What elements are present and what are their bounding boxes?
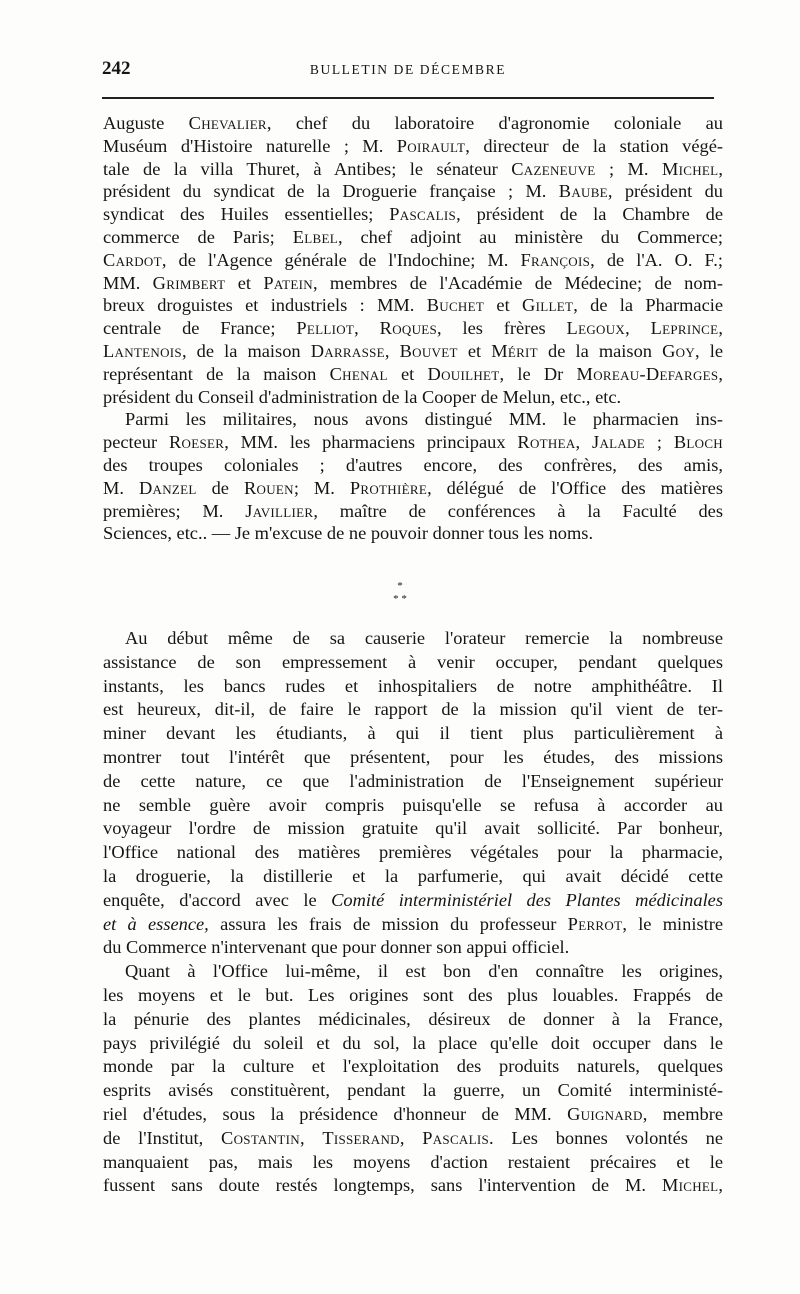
proper-name: Guignard (567, 1103, 643, 1124)
text-run: , de la Pharmacie (573, 295, 724, 316)
text-run: esprits avisés constituèrent, pendant la guerre, un Comité interministé- (103, 1080, 723, 1101)
text-run: ; (645, 432, 674, 453)
text-line (103, 112, 723, 135)
text-line (103, 272, 723, 295)
text-line (103, 500, 723, 523)
proper-name: Rouen (243, 477, 294, 498)
text-line (103, 1127, 723, 1151)
text-line (103, 135, 723, 158)
body-text-bottom (103, 627, 723, 1198)
text-run: président du Conseil d'administration de la Cooper de Melun, etc., etc. (103, 386, 622, 407)
text-line (103, 408, 723, 431)
text-run: Sciences, etc.. — Je m'excuse de ne pouvoir donner tous les noms. (103, 523, 594, 544)
text-run: , (354, 318, 380, 339)
text-run: de (196, 477, 244, 498)
text-run: président du syndicat de la Droguerie française ; M. (103, 181, 559, 202)
proper-name: Perrot (567, 913, 623, 934)
proper-name: Pelliot (296, 318, 355, 339)
text-line (103, 984, 723, 1008)
paragraph-causerie (103, 627, 723, 960)
text-run: , (299, 1127, 323, 1148)
text-run: , membres de l'Académie de Médecine; de nom- (312, 272, 723, 293)
text-run: , le (695, 340, 723, 361)
proper-name: Mérit (491, 340, 538, 361)
text-run: premières; M. (103, 500, 246, 521)
text-run: , (718, 363, 724, 384)
proper-name: Chevalier (188, 113, 267, 133)
proper-name: Elbel (292, 226, 338, 247)
text-line (103, 698, 723, 722)
text-run: riel d'études, sous la présidence d'honneur de MM. (103, 1103, 568, 1124)
proper-name: Buchet (426, 295, 485, 316)
asterism-top: * (397, 580, 403, 592)
proper-name: Jalade (591, 432, 645, 453)
text-run: du Commerce n'intervenant que pour donner son appui officiel. (103, 937, 570, 958)
text-line (103, 1151, 723, 1175)
italic-text: Comité interministériel des Plantes médicinales (331, 889, 724, 910)
text-run: Parmi les militaires, nous avons distingué MM. le pharmacien ins- (125, 409, 723, 430)
text-line (103, 180, 723, 203)
proper-name: Goy (662, 340, 696, 361)
text-line (103, 522, 723, 545)
text-run: , membre (642, 1103, 724, 1124)
proper-name: Pascalis (389, 204, 457, 225)
proper-name: Poirault (396, 135, 466, 156)
text-line (103, 386, 723, 409)
text-run: assistance de son empressement à venir occuper, pendant quelques (103, 651, 723, 672)
proper-name: Costantin (221, 1127, 300, 1148)
proper-name: Darrasse (310, 340, 385, 361)
text-run: , (718, 318, 723, 339)
proper-name: Pascalis (422, 1127, 490, 1148)
proper-name: Legoux (566, 318, 626, 339)
text-run: de cette nature, ce que l'administration de l'Enseignement supérieur (103, 770, 723, 791)
proper-name: Baube (558, 181, 608, 202)
proper-name: Cardot (103, 249, 162, 270)
paragraph-military (103, 408, 723, 545)
text-line (103, 936, 723, 960)
proper-name: Grimbert (152, 272, 226, 293)
text-run: commerce de Paris; (103, 226, 293, 247)
proper-name: Rothea (517, 432, 576, 453)
text-line (103, 722, 723, 746)
text-line (103, 1055, 723, 1079)
text-run: , président du (607, 181, 723, 202)
text-line (103, 294, 723, 317)
text-line (103, 158, 723, 181)
paragraph-attendees (103, 112, 723, 408)
proper-name: Patein (263, 272, 313, 293)
body-text-top (103, 112, 723, 545)
italic-text: et à essence, (103, 913, 209, 934)
text-run: des troupes coloniales ; d'autres encore, des confrères, des amis, (103, 454, 723, 475)
text-run: l'Office national des matières premières végétales pour la pharmacie, (103, 842, 723, 863)
text-run: de l'Institut, (103, 1127, 222, 1148)
text-run: , chef adjoint au ministère du Commerce; (337, 226, 724, 247)
proper-name: Prothière (349, 477, 428, 498)
text-run: ; M. (293, 477, 350, 498)
text-run: est heureux, dit-il, de faire le rapport de la mission qu'il vient de ter- (103, 699, 723, 720)
paragraph-office (103, 960, 723, 1198)
text-line (103, 770, 723, 794)
proper-name: Moreau-Defarges (576, 363, 719, 384)
text-run: , MM. les pharmaciens principaux (224, 432, 518, 453)
text-run: , président de la Chambre de (456, 204, 723, 225)
text-run: Au début même de sa causerie l'orateur remercie la nombreuse (125, 628, 723, 648)
text-line (103, 1103, 723, 1127)
text-run: enquête, d'accord avec le (103, 889, 332, 910)
text-run: breux droguistes et industriels : MM. (103, 295, 427, 316)
proper-name: Bouvet (399, 340, 458, 361)
text-run: et (457, 340, 492, 361)
text-run: M. (103, 477, 139, 498)
text-run: et (225, 272, 264, 293)
text-run: représentant de la maison (103, 363, 330, 384)
text-run: , directeur de la station végé- (465, 135, 723, 156)
text-run: pecteur (103, 432, 169, 453)
text-run: monde par la culture et l'exploitation des produits naturels, quelques (103, 1056, 723, 1077)
text-line (103, 363, 723, 386)
proper-name: Tisserand (322, 1127, 400, 1148)
text-run: la droguerie, la distillerie et la parfumerie, qui avait décidé cette (103, 865, 723, 886)
text-run: , de l'A. O. F.; (590, 249, 723, 270)
text-run: ; M. (595, 158, 662, 179)
text-line (103, 454, 723, 477)
proper-name: Roques (379, 318, 438, 339)
text-line (103, 477, 723, 500)
proper-name: Roeser (168, 432, 225, 453)
page-number: 242 (102, 58, 131, 79)
text-line (103, 1008, 723, 1032)
text-run: , (575, 432, 592, 453)
text-run: , (384, 340, 400, 361)
text-run: instants, les bancs rudes et inhospitaliers de notre amphithéâtre. Il (103, 675, 723, 696)
text-run: et (387, 363, 428, 384)
text-run: fussent sans doute restés longtemps, sans l'intervention de M. (103, 1175, 662, 1196)
text-run: , (399, 1127, 423, 1148)
header-rule (102, 97, 714, 99)
text-run: , le Dr (499, 363, 577, 384)
text-line (103, 960, 723, 984)
text-run: pays privilégié du soleil et du sol, la place qu'elle doit occuper dans le (103, 1032, 723, 1053)
page-header (102, 58, 714, 86)
text-line (103, 249, 723, 272)
text-line (103, 317, 723, 340)
text-run: , de la maison (181, 340, 311, 361)
text-run: tale de la villa Thuret, à Antibes; le sénateur (103, 158, 512, 179)
text-run: la pénurie des plantes médicinales, désireux de donner à la France, (103, 1008, 723, 1029)
proper-name: Bloch (673, 432, 723, 453)
proper-name: François (520, 249, 591, 270)
proper-name: Michel (661, 158, 719, 179)
asterism-bottom: * * (393, 593, 407, 605)
text-run: et (484, 295, 523, 316)
text-run: assura les frais de mission du professeur (208, 913, 568, 934)
text-run: , de l'Agence générale de l'Indochine; M. (161, 249, 521, 270)
text-line (103, 794, 723, 818)
text-line (103, 841, 723, 865)
text-run: centrale de France; (103, 318, 297, 339)
text-run: , maître de conférences à la Faculté des (313, 500, 723, 521)
text-run: montrer tout l'intérêt que présentent, pour les études, des missions (103, 746, 723, 767)
text-line (103, 1032, 723, 1056)
text-run: , (718, 158, 723, 179)
text-run: , (625, 318, 651, 339)
text-line (103, 913, 723, 937)
text-run: , le ministre (622, 913, 724, 934)
proper-name: Leprince (650, 318, 719, 339)
text-run: miner devant les étudiants, à qui il tient plus particulièrement à (103, 723, 723, 744)
text-run: MM. (103, 272, 153, 293)
text-run: de la maison (537, 340, 663, 361)
text-line (103, 675, 723, 699)
text-run: , les frères (437, 318, 567, 339)
proper-name: Javillier (245, 500, 314, 521)
text-run: , délégué de l'Office des matières (427, 477, 723, 498)
text-run: . Les bonnes volontés ne (489, 1127, 724, 1148)
proper-name: Lantenois (103, 340, 182, 361)
proper-name: Michel (661, 1175, 719, 1196)
proper-name: Chenal (329, 363, 388, 384)
proper-name: Gillet (522, 295, 574, 316)
text-line (103, 817, 723, 841)
text-run: , chef du laboratoire d'agronomie coloniale au (266, 113, 723, 133)
text-line (103, 1079, 723, 1103)
text-run: manquaient pas, mais les moyens d'action restaient précaires et le (103, 1151, 723, 1172)
text-run: ne semble guère avoir compris puisqu'elle se refusa à accorder au (103, 794, 723, 815)
text-run: , (718, 1175, 723, 1196)
text-run: syndicat des Huiles essentielles; (103, 204, 390, 225)
text-line (103, 627, 723, 651)
proper-name: Douilhet (427, 363, 500, 384)
text-line (103, 746, 723, 770)
text-line (103, 226, 723, 249)
section-separator (0, 580, 800, 616)
text-run: les moyens et le but. Les origines sont des plus louables. Frappés de (103, 984, 723, 1005)
proper-name: Cazeneuve (511, 158, 596, 179)
text-line (103, 651, 723, 675)
text-run: Quant à l'Office lui-même, il est bon d'en connaître les origines, (125, 961, 723, 982)
text-run: voyageur l'ordre de mission gratuite qu'il avait sollicité. Par bonheur, (103, 818, 723, 839)
text-run: Auguste (103, 113, 189, 133)
proper-name: Danzel (138, 477, 197, 498)
text-run: Muséum d'Histoire naturelle ; M. (103, 135, 397, 156)
text-line (103, 1174, 723, 1198)
text-line (103, 889, 723, 913)
text-line (103, 431, 723, 454)
text-line (103, 340, 723, 363)
text-line (103, 865, 723, 889)
text-line (103, 203, 723, 226)
running-title: BULLETIN DE DÉCEMBRE (309, 62, 507, 77)
